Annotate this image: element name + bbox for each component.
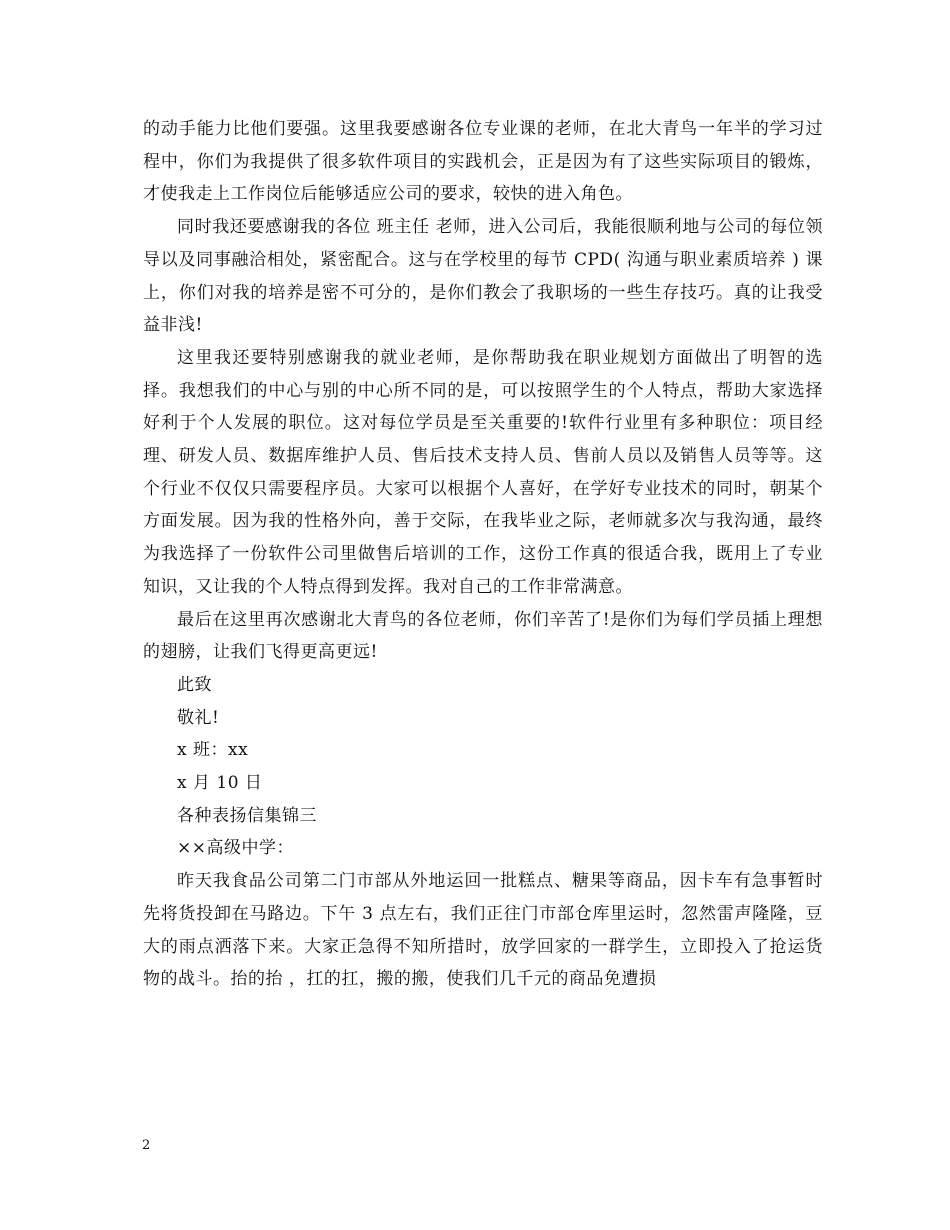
paragraph-thanks-class-teacher: 同时我还要感谢我的各位 班主任 老师，进入公司后，我能很顺利地与公司的每位领导以及同事融洽相处，紧密配合。这与在学校里的每节 CPD( 沟通与职业素质培养 ) 课上，你们对我的培养是密不可分的，是你们教会了我职场的一些生存技巧。真的让我受益非浅!: [143, 217, 823, 336]
closing-regards: 敬礼!: [177, 707, 220, 728]
closing-salutation: 此致: [177, 674, 212, 695]
paragraph-thanks-career-teacher: 这里我还要特别感谢我的就业老师，是你帮助我在职业规划方面做出了明智的选择。我想我们的中心与别的中心所不同的是，可以按照学生的个人特点，帮助大家选择好利于个人发展的职位。这对每位学员是至关重要的!软件行业里有多种职位：项目经理、研发人员、数据库维护人员、售后技术支持人员、售前人员以及销售人员等等。这个行业不仅仅只需要程序员。大家可以根据个人喜好，在学好专业技术的同时，朝某个方面发展。因为我的性格外向，善于交际，在我毕业之际，老师就多次与我沟通，最终为我选择了一份软件公司里做售后培训的工作，这份工作真的很适合我，既用上了专业知识，又让我的个人特点得到发挥。我对自己的工作非常满意。: [143, 347, 823, 597]
document-body: [143, 113, 823, 996]
letter-recipient: ××高级中学：: [177, 838, 294, 859]
signature-class: x 班：xx: [177, 740, 249, 761]
signature-date: x 月 10 日: [177, 773, 263, 794]
paragraph-incident-description: 昨天我食品公司第二门市部从外地运回一批糕点、糖果等商品，因卡车有急事暂时先将货投卸在马路边。下午 3 点左右，我们正往门市部仓库里运时，忽然雷声隆隆，豆大的雨点洒落下来。大家正急得不知所措时，放学回家的一群学生，立即投入了抢运货物的战斗。抬的抬 ，扛的扛，搬的搬，使我们几千元的商品免遭损: [143, 871, 823, 990]
section-heading: 各种表扬信集锦三: [177, 805, 317, 826]
page-number: 2: [142, 1138, 151, 1153]
paragraph-final-thanks: 最后在这里再次感谢北大青鸟的各位老师，你们辛苦了!是你们为每们学员插上理想的翅膀，让我们飞得更高更远!: [143, 609, 823, 663]
paragraph-thanks-teachers: 的动手能力比他们要强。这里我要感谢各位专业课的老师，在北大青鸟一年半的学习过程中，你们为我提供了很多软件项目的实践机会，正是因为有了这些实际项目的锻炼，才使我走上工作岗位后能够适应公司的要求，较快的进入角色。: [143, 119, 823, 205]
